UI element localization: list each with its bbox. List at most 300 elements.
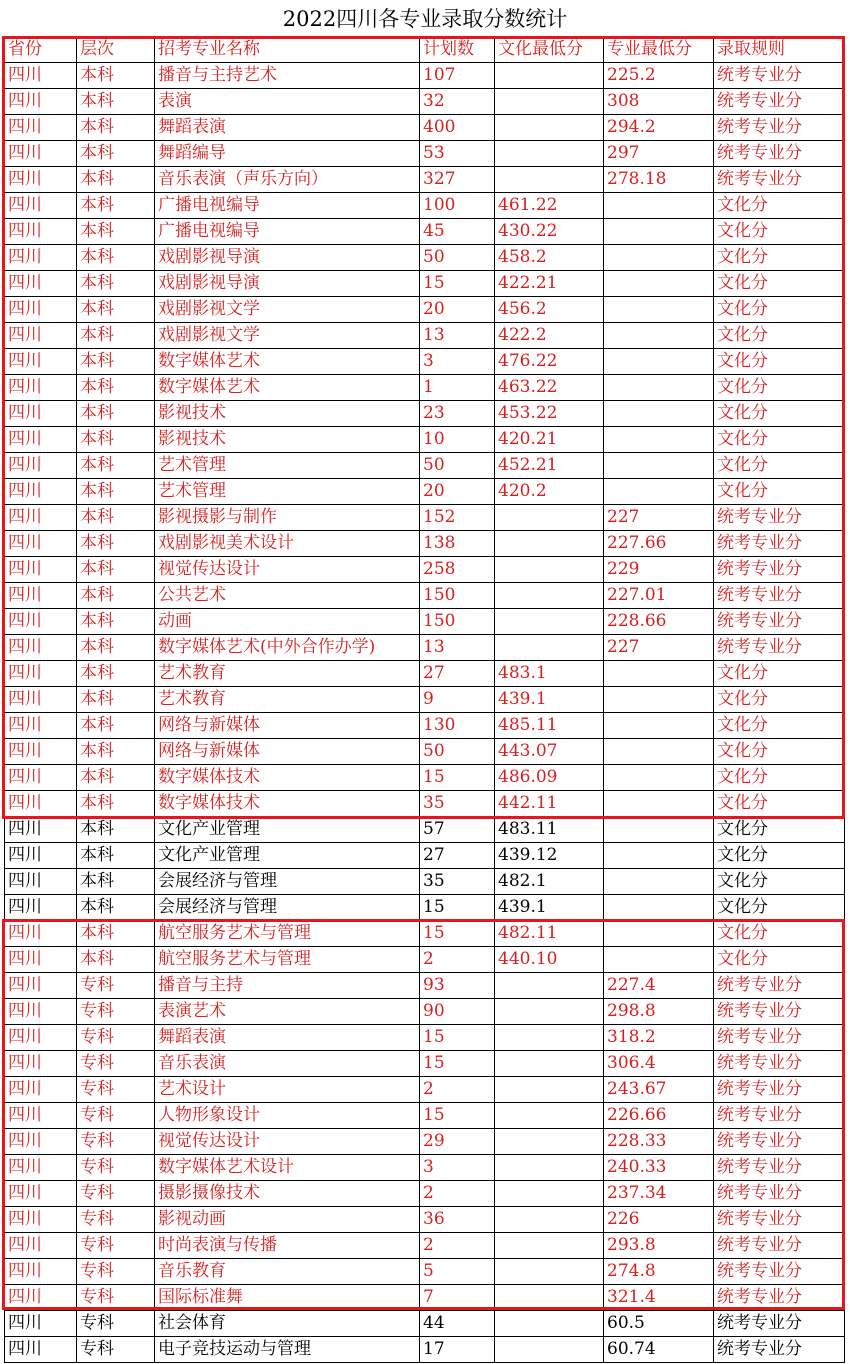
cell-major-min [604,375,714,401]
cell-province: 四川 [5,219,77,245]
cell-level: 本科 [77,947,155,973]
cell-culture-min: 458.2 [495,245,604,271]
cell-rule: 统考专业分 [714,1207,845,1233]
cell-province: 四川 [5,895,77,921]
cell-major-min: 294.2 [604,115,714,141]
cell-major: 数字媒体艺术 [155,375,420,401]
cell-level: 本科 [77,921,155,947]
cell-culture-min: 420.2 [495,479,604,505]
cell-major-min: 60.74 [604,1337,714,1363]
cell-province: 四川 [5,661,77,687]
cell-major-min: 60.5 [604,1311,714,1337]
cell-major-min [604,349,714,375]
cell-culture-min [495,505,604,531]
cell-rule: 文化分 [714,843,845,869]
cell-province: 四川 [5,921,77,947]
cell-plan: 45 [420,219,495,245]
cell-culture-min [495,1311,604,1337]
cell-level: 本科 [77,167,155,193]
table-row [5,999,845,1025]
cell-culture-min [495,557,604,583]
cell-major: 时尚表演与传播 [155,1233,420,1259]
cell-rule: 文化分 [714,193,845,219]
cell-level: 本科 [77,739,155,765]
cell-culture-min [495,973,604,999]
cell-major-min: 226 [604,1207,714,1233]
cell-major-min: 306.4 [604,1051,714,1077]
cell-level: 专科 [77,1025,155,1051]
table-row [5,973,845,999]
cell-rule: 文化分 [714,349,845,375]
cell-rule: 统考专业分 [714,1103,845,1129]
cell-culture-min: 439.1 [495,895,604,921]
cell-major: 航空服务艺术与管理 [155,947,420,973]
cell-province: 四川 [5,427,77,453]
cell-major-min: 227.01 [604,583,714,609]
table-row [5,1337,845,1363]
cell-level: 专科 [77,1103,155,1129]
cell-rule: 文化分 [714,401,845,427]
cell-culture-min [495,141,604,167]
cell-culture-min [495,1337,604,1363]
cell-culture-min: 483.1 [495,661,604,687]
cell-province: 四川 [5,1077,77,1103]
table-row [5,583,845,609]
cell-major: 舞蹈编导 [155,141,420,167]
cell-province: 四川 [5,1051,77,1077]
cell-level: 本科 [77,895,155,921]
cell-rule: 文化分 [714,219,845,245]
cell-major: 数字媒体艺术设计 [155,1155,420,1181]
cell-major: 艺术设计 [155,1077,420,1103]
cell-level: 本科 [77,349,155,375]
cell-major-min [604,921,714,947]
cell-plan: 35 [420,791,495,817]
cell-rule: 文化分 [714,661,845,687]
cell-province: 四川 [5,973,77,999]
cell-major-min [604,713,714,739]
cell-major-min [604,661,714,687]
cell-major-min [604,791,714,817]
cell-rule: 文化分 [714,739,845,765]
cell-plan: 15 [420,271,495,297]
table-row [5,1051,845,1077]
cell-major: 影视摄影与制作 [155,505,420,531]
cell-plan: 107 [420,63,495,89]
cell-major-min: 321.4 [604,1285,714,1311]
cell-plan: 29 [420,1129,495,1155]
header-cell-culture-min: 文化最低分 [495,37,604,63]
cell-major-min [604,297,714,323]
cell-major: 网络与新媒体 [155,713,420,739]
cell-province: 四川 [5,947,77,973]
cell-plan: 400 [420,115,495,141]
cell-plan: 2 [420,1233,495,1259]
cell-province: 四川 [5,323,77,349]
cell-rule: 统考专业分 [714,1181,845,1207]
cell-major: 视觉传达设计 [155,1129,420,1155]
cell-rule: 文化分 [714,453,845,479]
cell-rule: 文化分 [714,375,845,401]
cell-culture-min: 483.11 [495,817,604,843]
table-row [5,1285,845,1311]
cell-level: 本科 [77,375,155,401]
cell-province: 四川 [5,479,77,505]
cell-culture-min [495,609,604,635]
cell-culture-min [495,1103,604,1129]
cell-major-min [604,271,714,297]
cell-culture-min [495,1181,604,1207]
cell-major-min [604,401,714,427]
cell-major-min [604,323,714,349]
cell-plan: 93 [420,973,495,999]
cell-plan: 130 [420,713,495,739]
cell-level: 专科 [77,999,155,1025]
table-row [5,1103,845,1129]
cell-level: 本科 [77,531,155,557]
table-row [5,635,845,661]
cell-province: 四川 [5,1181,77,1207]
cell-culture-min: 482.11 [495,921,604,947]
cell-major-min: 243.67 [604,1077,714,1103]
cell-culture-min [495,635,604,661]
table-row [5,791,845,817]
cell-culture-min: 439.12 [495,843,604,869]
cell-culture-min: 461.22 [495,193,604,219]
cell-province: 四川 [5,583,77,609]
cell-level: 本科 [77,843,155,869]
cell-culture-min: 486.09 [495,765,604,791]
cell-culture-min: 463.22 [495,375,604,401]
cell-plan: 2 [420,1077,495,1103]
cell-culture-min: 442.11 [495,791,604,817]
cell-province: 四川 [5,817,77,843]
cell-culture-min [495,1155,604,1181]
cell-rule: 统考专业分 [714,1155,845,1181]
table-row [5,1077,845,1103]
cell-major: 音乐表演 [155,1051,420,1077]
cell-major: 数字媒体艺术(中外合作办学) [155,635,420,661]
table-row [5,557,845,583]
cell-major-min: 225.2 [604,63,714,89]
cell-province: 四川 [5,765,77,791]
cell-level: 本科 [77,453,155,479]
cell-plan: 3 [420,1155,495,1181]
header-cell-province: 省份 [5,37,77,63]
cell-major-min: 237.34 [604,1181,714,1207]
table-row [5,115,845,141]
cell-level: 本科 [77,557,155,583]
cell-major-min [604,193,714,219]
cell-major-min [604,245,714,271]
cell-plan: 20 [420,479,495,505]
cell-rule: 文化分 [714,323,845,349]
cell-major: 文化产业管理 [155,843,420,869]
cell-culture-min: 482.1 [495,869,604,895]
cell-plan: 100 [420,193,495,219]
table-row [5,1233,845,1259]
cell-major: 会展经济与管理 [155,869,420,895]
cell-plan: 90 [420,999,495,1025]
cell-plan: 1 [420,375,495,401]
header-cell-rule: 录取规则 [714,37,845,63]
cell-major-min: 227.66 [604,531,714,557]
table-row [5,63,845,89]
cell-major: 影视技术 [155,427,420,453]
cell-major: 影视动画 [155,1207,420,1233]
table-row [5,505,845,531]
cell-plan: 57 [420,817,495,843]
cell-level: 本科 [77,817,155,843]
table-row [5,479,845,505]
cell-plan: 35 [420,869,495,895]
table-row [5,297,845,323]
cell-level: 专科 [77,1207,155,1233]
cell-rule: 统考专业分 [714,531,845,557]
cell-province: 四川 [5,453,77,479]
cell-province: 四川 [5,999,77,1025]
cell-major-min: 297 [604,141,714,167]
cell-culture-min [495,1285,604,1311]
cell-rule: 统考专业分 [714,1025,845,1051]
cell-plan: 27 [420,661,495,687]
cell-major: 广播电视编导 [155,219,420,245]
cell-province: 四川 [5,1337,77,1363]
cell-major: 摄影摄像技术 [155,1181,420,1207]
table-row [5,271,845,297]
cell-major: 表演 [155,89,420,115]
cell-rule: 统考专业分 [714,167,845,193]
cell-province: 四川 [5,89,77,115]
table-row [5,1311,845,1337]
cell-major: 戏剧影视文学 [155,323,420,349]
cell-rule: 统考专业分 [714,89,845,115]
cell-major-min: 274.8 [604,1259,714,1285]
cell-level: 专科 [77,1077,155,1103]
cell-plan: 13 [420,635,495,661]
table-row [5,1155,845,1181]
cell-major: 艺术教育 [155,687,420,713]
cell-culture-min [495,999,604,1025]
cell-province: 四川 [5,1285,77,1311]
table-row [5,609,845,635]
cell-rule: 文化分 [714,297,845,323]
header-cell-major: 招考专业名称 [155,37,420,63]
cell-major: 音乐表演（声乐方向） [155,167,420,193]
table-row [5,219,845,245]
table-row [5,843,845,869]
table-row [5,947,845,973]
cell-culture-min: 440.10 [495,947,604,973]
cell-culture-min [495,115,604,141]
header-row [5,37,845,63]
table-row [5,349,845,375]
cell-rule: 统考专业分 [714,1259,845,1285]
cell-level: 本科 [77,193,155,219]
cell-province: 四川 [5,271,77,297]
cell-level: 专科 [77,1259,155,1285]
cell-province: 四川 [5,1259,77,1285]
cell-level: 专科 [77,1181,155,1207]
cell-major-min [604,453,714,479]
cell-major-min [604,947,714,973]
cell-major: 舞蹈表演 [155,1025,420,1051]
table-row [5,1129,845,1155]
cell-culture-min [495,167,604,193]
admission-score-table [4,36,845,1363]
cell-plan: 15 [420,1051,495,1077]
cell-plan: 44 [420,1311,495,1337]
cell-rule: 统考专业分 [714,557,845,583]
cell-level: 本科 [77,245,155,271]
table-row [5,323,845,349]
cell-culture-min: 422.21 [495,271,604,297]
cell-rule: 统考专业分 [714,1311,845,1337]
cell-province: 四川 [5,375,77,401]
cell-major: 戏剧影视美术设计 [155,531,420,557]
table-row [5,427,845,453]
header-cell-plan: 计划数 [420,37,495,63]
cell-plan: 138 [420,531,495,557]
cell-province: 四川 [5,1311,77,1337]
cell-rule: 文化分 [714,427,845,453]
cell-plan: 2 [420,1181,495,1207]
cell-plan: 32 [420,89,495,115]
cell-major-min [604,479,714,505]
cell-plan: 15 [420,1025,495,1051]
cell-major-min: 227 [604,505,714,531]
cell-level: 本科 [77,401,155,427]
cell-major: 文化产业管理 [155,817,420,843]
cell-level: 专科 [77,973,155,999]
cell-major-min: 227.4 [604,973,714,999]
cell-level: 本科 [77,583,155,609]
cell-major-min [604,843,714,869]
cell-rule: 统考专业分 [714,973,845,999]
cell-culture-min: 439.1 [495,687,604,713]
cell-rule: 统考专业分 [714,583,845,609]
cell-rule: 文化分 [714,895,845,921]
cell-major-min: 293.8 [604,1233,714,1259]
cell-plan: 36 [420,1207,495,1233]
cell-plan: 9 [420,687,495,713]
cell-major: 播音与主持 [155,973,420,999]
cell-major-min: 228.33 [604,1129,714,1155]
cell-plan: 50 [420,245,495,271]
cell-rule: 统考专业分 [714,1285,845,1311]
cell-plan: 50 [420,739,495,765]
table-row [5,193,845,219]
cell-culture-min: 485.11 [495,713,604,739]
cell-level: 本科 [77,297,155,323]
cell-rule: 文化分 [714,869,845,895]
cell-plan: 150 [420,609,495,635]
cell-level: 本科 [77,661,155,687]
cell-plan: 258 [420,557,495,583]
cell-level: 本科 [77,635,155,661]
table-row [5,1181,845,1207]
cell-major: 舞蹈表演 [155,115,420,141]
cell-plan: 27 [420,843,495,869]
cell-level: 本科 [77,791,155,817]
cell-major: 公共艺术 [155,583,420,609]
cell-rule: 统考专业分 [714,999,845,1025]
cell-province: 四川 [5,1207,77,1233]
cell-major: 戏剧影视导演 [155,245,420,271]
cell-major-min [604,219,714,245]
cell-plan: 50 [420,453,495,479]
cell-culture-min: 422.2 [495,323,604,349]
cell-major: 社会体育 [155,1311,420,1337]
cell-major-min [604,739,714,765]
cell-major: 广播电视编导 [155,193,420,219]
cell-major: 戏剧影视文学 [155,297,420,323]
cell-province: 四川 [5,609,77,635]
cell-level: 本科 [77,713,155,739]
cell-plan: 3 [420,349,495,375]
cell-culture-min [495,583,604,609]
header-cell-level: 层次 [77,37,155,63]
cell-major-min [604,427,714,453]
cell-rule: 统考专业分 [714,505,845,531]
cell-culture-min [495,1077,604,1103]
cell-level: 专科 [77,1051,155,1077]
cell-level: 本科 [77,219,155,245]
cell-province: 四川 [5,1155,77,1181]
cell-culture-min: 456.2 [495,297,604,323]
cell-level: 本科 [77,115,155,141]
cell-province: 四川 [5,349,77,375]
table-row [5,141,845,167]
cell-major-min: 278.18 [604,167,714,193]
cell-plan: 2 [420,947,495,973]
cell-level: 专科 [77,1233,155,1259]
cell-culture-min [495,1025,604,1051]
cell-plan: 5 [420,1259,495,1285]
cell-plan: 15 [420,921,495,947]
table-row [5,167,845,193]
cell-plan: 23 [420,401,495,427]
cell-rule: 文化分 [714,817,845,843]
cell-province: 四川 [5,1233,77,1259]
cell-culture-min: 453.22 [495,401,604,427]
cell-major: 数字媒体艺术 [155,349,420,375]
cell-province: 四川 [5,531,77,557]
table-row [5,895,845,921]
cell-plan: 327 [420,167,495,193]
cell-level: 专科 [77,1285,155,1311]
table-row [5,375,845,401]
cell-rule: 统考专业分 [714,115,845,141]
cell-province: 四川 [5,63,77,89]
cell-culture-min [495,1259,604,1285]
cell-province: 四川 [5,713,77,739]
table-row [5,1025,845,1051]
cell-rule: 统考专业分 [714,141,845,167]
cell-plan: 152 [420,505,495,531]
cell-province: 四川 [5,401,77,427]
cell-culture-min [495,63,604,89]
cell-rule: 文化分 [714,947,845,973]
cell-level: 本科 [77,323,155,349]
cell-culture-min: 430.22 [495,219,604,245]
cell-province: 四川 [5,1103,77,1129]
cell-rule: 统考专业分 [714,1129,845,1155]
table-row [5,869,845,895]
cell-major-min: 229 [604,557,714,583]
cell-major-min: 298.8 [604,999,714,1025]
cell-plan: 10 [420,427,495,453]
